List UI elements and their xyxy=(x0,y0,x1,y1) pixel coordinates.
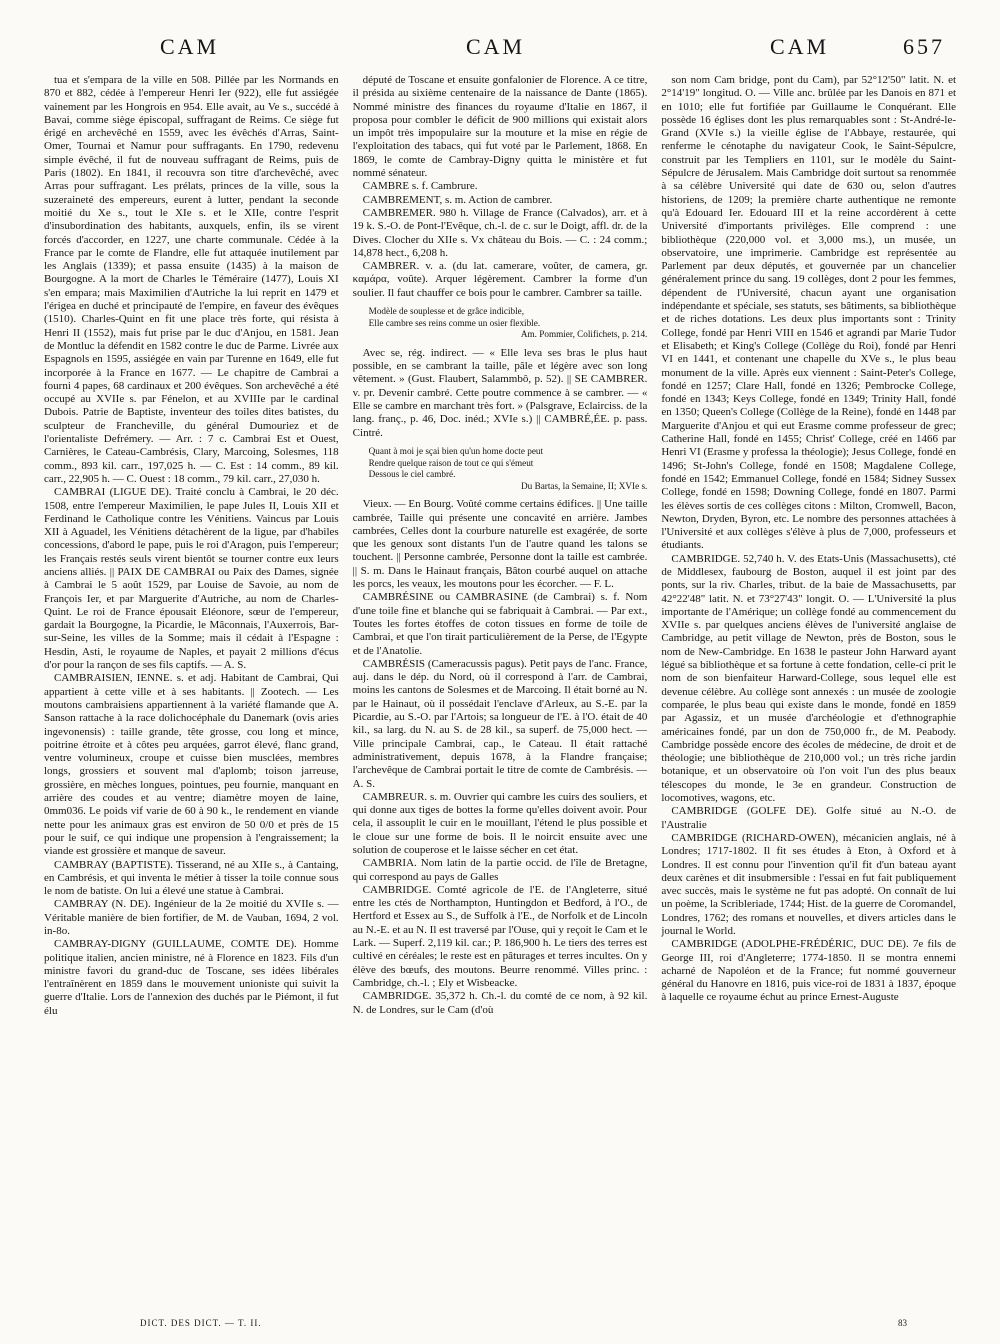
entry-paragraph: CAMBREMER. 980 h. Village de France (Calvados), arr. et à 19 k. S.-O. de Pont-l'Evêque, ch.-l. de c. sur le Doigt, affl. dr. de la Dives. Clocher du XIIe s. Vx château du Bois. — C. : 24 comm.; 14,878 hect., 6,208 h. xyxy=(352,206,648,259)
entry-paragraph: CAMBRAY (N. DE). Ingénieur de la 2e moitié du XVIIe s. — Véritable manière de bien fortifier, de M. de Vauban, 1694, 2 vol. in-8o. xyxy=(44,898,339,937)
column-1 xyxy=(44,74,339,1314)
column-2 xyxy=(353,74,648,1314)
header-left-word: CAM xyxy=(160,34,220,59)
entry-paragraph: CAMBRAI (LIGUE DE). Traité conclu à Cambrai, le 20 déc. 1508, entre l'empereur Maximilien, le pape Jules II, Louis XII et Ferdinand le Catholique contre les Vénitiens. Vaincus par Louis XII à Aguadel, les Vénitiens détachèrent de la ligue, par d'habiles concessions, d'abord le pape, puis le roi d'Aragon, puis l'empereur; les Français restés seuls virent bientôt se tourner contre eux leurs anciens alliés. || PAIX DE CAMBRAI ou Paix des Dames, signée à Cambrai le 5 août 1529, par Louise de Savoie, au nom de François Ier, et par Marguerite d'Autriche, au nom de Charles-Quint. Le roi de France épousait Eléonore, sœur de l'empereur, gardait la Bourgogne, la Picardie, le Mâconnais, l'Auxerrois, Bar-sur-Seine, les villes de la Somme; mais il cédait à l'Espagne : Hesdin, Asti, le royaume de Naples, et payait 2 millions d'écus d'or pour la rançon de ses fils captifs. — A. S. xyxy=(44,486,339,672)
header-center-word: CAM xyxy=(466,34,526,59)
footer-signature: DICT. DES DICT. — T. II. xyxy=(140,1318,262,1328)
entry-paragraph: CAMBRÉSIS (Cameracussis pagus). Petit pays de l'anc. France, auj. dans le dép. du Nord, où il correspond à l'arr. de Cambrai, moins les cantons de Solesmes et de Marcoing. Il était borné au N. par le Hainaut, où il possédait l'enclave d'Arleux, au S.-E. par la Picardie, au S.-O. par l'Artois; sa longueur de l'E. à l'O. était de 40 kil., sa larg. du N. au S. de 28 kil., sa superf. de 75,000 hect. — Ville principale Cambrai, cap., le Cateau. Il était rattaché administrativement, depuis 1678, à la Flandre française; l'archevêque de Cambrai portait le titre de comte de Cambrésis. — A. S. xyxy=(352,657,648,790)
entry-paragraph: CAMBREMENT, s. m. Action de cambrer. xyxy=(362,193,553,206)
quotation-source: Du Bartas, la Semaine, II; XVIe s. xyxy=(521,480,648,491)
text-columns xyxy=(44,74,956,1314)
entry-paragraph: CAMBRIDGE. 52,740 h. V. des Etats-Unis (Massachusetts), cté de Middlesex, faubourg de Boston, auquel il est joint par des ponts, sur la riv. Charles, tribut. de la baie de Massachusetts, par 42°22'48" latit. N. et 73°27'43" longit. O. — L'Université la plus importante de l'Amérique; un collège fondé au commencement du XVIIe s. par quelques anciens élèves de l'université anglaise de Cambridge, au petit village de Newton, près de Boston, sous le nom de New-Cambridge. En 1638 le pasteur John Harward ayant légué sa bibliothèque et sa fortune à cette fondation, celle-ci prit le nom de son bienfaiteur Harward-College, sous lequel elle est devenue célèbre. Au collège sont annexés : un musée de zoologie comparée, le plus beau qui existe dans le monde, fondé en 1859 par Agassiz, et un musée d'archéologie et d'ethnographie américaines fondé, par un don de 750,000 fr., de M. Peabody. Cambridge possède encore des écoles de médecine, de droit et de théologie; une bibliothèque de 210,000 vol.; un très riche jardin botanique, et un observatoire où l'on voit l'un des plus beaux télescopes du monde, le 3e en grandeur. Construction de locomotives, wagons, etc. xyxy=(661,552,957,805)
verse-line: Rendre quelque raison de tout ce qui s'émeut xyxy=(368,457,534,468)
entry-paragraph: CAMBRIDGE (ADOLPHE-FRÉDÉRIC, DUC DE). 7e fils de George III, roi d'Angleterre; 1774-1850. Il se montra ennemi acharné de Napoléon et de la France; fut nommé gouverneur général du Hanovre en 1816, puis vice-roi de 1831 à 1837, époque à laquelle ce royaume échut au prince Ernest-Auguste xyxy=(661,938,957,1004)
verse-line: Elle cambre ses reins comme un osier flexible. xyxy=(368,317,541,328)
verse-line: Modèle de souplesse et de grâce indicible, xyxy=(368,306,525,317)
verse-quotation xyxy=(369,306,648,341)
entry-paragraph: son nom Cam bridge, pont du Cam), par 52°12'50" latit. N. et 2°14'19" longitud. O. — Ville anc. brûlée par les Danois en 871 et en 1010; elle fut fortifiée par Guillaume le Conquérant. Elle possède 16 églises dont les plus remarquables sont : St-André-le-Grand (XVIe s.) la vieille église de l'Abbaye, restaurée, qui renferme le cénotaphe du navigateur Cook, le Saint-Sépulcre, construit par les Templiers en 1101, sur le modèle du Saint-Sépulcre de Jérusalem. Mais Cambridge doit surtout sa renommée à sa célèbre Université qui date de 630 ou, selon d'autres historiens, de 1209; la première charte authentique ne remonte qu'à Edouard Ier. Edouard III et la reine accordèrent à cette Université d'importants privilèges. Elle comprend : une bibliothèque (220,000 vol. et 3,000 ms.), un musée, un observatoire, une imprimerie. Cambridge est représentée au Parlement par deux députés, et gouvernée par un chancelier généralement prince du sang. 19 collèges, dont 2 pour les femmes, dépendent de l'Université, chacun ayant une organisation indépendante et spéciale, ses statuts, ses bâtiments, sa bibliothèque et de riches dotations. Les deux plus importants sont : Trinity College, fondé par Henri VIII en 1546 et agrandi par Marie Tudor et Elisabeth; et King's College (Collège du Roi), fondé par Henri VI en 1441, et contenant une chapelle du XVe s., le plus beau monument de la ville. Après eux viennent : Saint-Peter's College, fondé en 1257; Clare Hall, fondé en 1326; Pembrocke College, fondé en 1343; Keys College, fondé en 1349; Trinity Hall, fondé en 1350; Queen's College (Collège de la Reine), fondé en 1448 par Marguerite d'Anjou et qui eut Erasme comme professeur de grec; Catherine Hall, fondé en 1455; Christ' College, créé en 1466 par Henri VI (Erasme y professa la théologie); Jesus College, fondé en 1496; St-John's College, fondé en 1508; Magdalene College, fondé en 1542; Emmanuel College, fondé en 1584; Sidney Sussex College, fondé en 1598; Downing College, fondé en 1807. Parmi les élèves sortis de ces collèges citons : Milton, Cromwell, Bacon, Newton, Dryden, Byron, etc. Le nombre des personnes attachées à l'Université et aux collèges s'élève à plus de 7,000, professeurs et étudiants. xyxy=(661,74,957,552)
entry-paragraph: CAMBRAISIEN, IENNE. s. et adj. Habitant de Cambrai, Qui appartient à cette ville et à ses habitants. || Zootech. — Les moutons cambraisiens appartiennent à la variété flamande que A. Sanson rattache à la race dolichocéphale du Danemark (ovis aries ingevonensis) : taille grande, tête grosse, cou long et mince, poitrine étroite et à côtes peu arquées, garrot élevé, flanc grand, ventre volumineux, croupe et cuisse bien musclées, membres longs, grossiers et souvent mal d'aplomb; toison jarreuse, grossière, en mèches longues, pointues, peu fournie, manquant en arrière des coudes et au ventre; diamètre moyen de laine, 0mm036. Le poids vif varie de 60 à 90 k., le rendement en viande nette pour les animaux gras est environ de 50 0/0 et près de 15 pour le suif, ce qui indique une propension à l'engraissement; la viande est grossière et manque de saveur. xyxy=(44,672,339,858)
entry-paragraph: CAMBRIDGE (RICHARD-OWEN), mécanicien anglais, né à Londres; 1717-1802. Il fit ses études à Eton, à Oxford et à Londres. Il est connu pour l'invention qu'il fit d'un bateau ayant deux carènes et dit insubmersible : l'essai en fut fait publiquement avec succès, mais le système ne fut pas adopté. On connaît de lui un poème, la Scribleriade, 1744; Hist. de la guerre de Coromandel, Londres, 1762; des romans et nouvelles, et divers articles dans le journal le World. xyxy=(661,831,957,937)
entry-paragraph: CAMBRAY-DIGNY (GUILLAUME, COMTE DE). Homme politique italien, ancien ministre, né à Florence en 1823. Fils d'un ministre favori du grand-duc de Toscane, ses idées libérales l'entraînèrent en 1859 dans le mouvement unioniste qui suivit la guerre d'Italie. Lors de l'annexion des duchés par le Piémont, il fut élu xyxy=(44,938,339,1017)
entry-paragraph: CAMBRIDGE. Comté agricole de l'E. de l'Angleterre, situé entre les ctés de Northampton, Huntingdon et Bedford, à l'O., de Hertford et Essex au S., de Suffolk à l'E., de Norfolk et de Lincoln au N.-E. et au N. Il est traversé par l'Ouse, qui y reçoit le Cam et le Lark. — Superf. 2,119 kil. car.; P. 186,900 h. Le tiers des terres est cultivé en céréales; le reste est en pâturages et terres incultes. On y élève des bœufs, des moutons. Beurre renommé. Villes princ. : Cambridge, ch.-l. ; Ely et Wisbeacke. xyxy=(352,883,648,989)
entry-paragraph: Vieux. — En Bourg. Voûté comme certains édifices. || Une taille cambrée, Taille qui présente une concavité en arrière. Jambes cambrées, Celles dont la courbure naturelle est exagérée, de sorte que les genoux sont distants l'un de l'autre quand les talons se touchent. || Personne cambrée, Personne dont la taille est cambrée. || S. m. Dans le Hainaut français, Bâton courbé auquel on attache les porcs, les veaux, les moutons pour les écorcher. — F. L. xyxy=(352,498,648,591)
column-3 xyxy=(661,74,956,1314)
entry-paragraph: CAMBRER. v. a. (du lat. camerare, voûter, de camera, gr. καμάρα, voûte). Arquer légèrement. Cambrer la forme d'un soulier. Il faut chauffer ce bois pour le cambrer. Cambrer sa taille. xyxy=(352,260,648,299)
entry-paragraph: Avec se, rég. indirect. — « Elle leva ses bras le plus haut possible, en se cambrant la taille, pâle et légère avec son long vêtement. » (Gust. Flaubert, Salammbô, p. 52). || SE CAMBRER. v. pr. Devenir cambré. Cette poutre commence à se cambrer. — « Elle se cambre en marchant très fort. » (Palsgrave, Eclairciss. de la lang. franç., p. 46, Doc. inéd.; XVIe s.) || CAMBRÉ,ÉE. p. pass. Cintré. xyxy=(352,346,648,439)
quotation-source: Am. Pommier, Colifichets, p. 214. xyxy=(520,329,648,340)
entry-paragraph: député de Toscane et ensuite gonfalonier de Florence. A ce titre, il présida au sixième centenaire de la naissance de Dante (1865). Nommé ministre des finances du royaume d'Italie en 1867, il proposa pour combler le déficit de 900 millions qui existait alors un impôt très impopulaire sur la mouture et la mise en régie de l'exploitation des tabacs, qui fut voté par le Parlement, 1868. En 1869, le comte de Cambray-Digny quitta le ministère et fut nommé sénateur. xyxy=(352,74,648,180)
entry-paragraph: tua et s'empara de la ville en 508. Pillée par les Normands en 870 et 882, cédée à l'empereur Henri Ier (922), elle fut assiégée vainement par les Hongrois en 954. Elle avait, au Ve s., succédé à Bavai, comme siège épiscopal, suffragant de Reims. Ce siège fut érigé en archevêché en 1559, avec les évêchés d'Arras, Saint-Omer, Tournai et Namur pour suffragants. En 1790, redevenu simple évêché, il fut de nouveau suffragant de Reims, puis de Paris (1802). En 1841, il recouvra son titre d'archevêché, avec Arras pour suffragant. Les prélats, princes de la ville, sous la suzeraineté des empereurs, eurent à lutter, pendant la seconde moitié du Xe s., tout le XIe s. et le XIIe, contre l'esprit d'insubordination des habitants, auxquels, enfin, ils se virent forcés d'accorder, en 1227, une charte communale. Cédée à la France par le comte de Flandre, elle fut attaquée inutilement par les Anglais (1339); et passa ensuite (1435) à la maison de Bourgogne. A la mort de Charles le Téméraire (1477), Louis XI s'en empara; mais Maximilien d'Autriche la lui reprit en 1479 et l'érigea en duché et principauté de l'empire, en faveur des évêques (1510). Charles-Quint en fit une place très forte, qui résista à Henri II (1552), mais fut prise par le duc d'Anjou, en 1581. Jean de Montluc la défendit en 1582 contre le duc de Parme. Livrée aux Espagnols en 1595, assiégée en vain par Turenne en 1649, elle fut incorporée à la France en 1677. — Le chapitre de Cambrai a fourni 4 papes, 68 cardinaux et 200 évêques. Son archevêché a été occupé au XVIIe s. par Fénelon, et au XVIIIe par le cardinal Dubois. Patrie de Baptiste, inventeur des toiles dites batistes, du sculpteur de Francheville, du général Dumouriez et de l'orientaliste Defrémery. — Arr. : 7 c. Cambrai Est et Ouest, Carnières, le Cateau-Cambrésis, Clary, Marcoing, Solesmes, 118 comm., 893 kil. carr., 197,025 h. — C. Est : 14 comm., 89 kil. carr., 22,905 h. — C. Ouest : 18 comm., 79 kil. carr., 27,030 h. xyxy=(44,74,339,485)
verse-line: Quant à moi je sçai bien qu'un home docte peut xyxy=(368,445,544,456)
entry-paragraph: CAMBRÉSINE ou CAMBRASINE (de Cambrai) s. f. Nom d'une toile fine et blanche qui se fabriquait à Cambrai. — Par ext., Toutes les fortes étoffes de coton tissues en forme de toile de Cambrai, et que l'on tirait particulièrement de la Perse, de l'Egypte et de l'Anatolie. xyxy=(352,591,648,657)
entry-paragraph: CAMBRIDGE. 35,372 h. Ch.-l. du comté de ce nom, à 92 kil. N. de Londres, sur le Cam (d'où xyxy=(352,990,648,1016)
footer-sheet-number: 83 xyxy=(898,1318,907,1328)
verse-quotation xyxy=(369,446,648,492)
entry-paragraph: CAMBREUR. s. m. Ouvrier qui cambre les cuirs des souliers, et qui donne aux tiges de bottes la forme qu'elles doivent avoir. Pour cela, il assouplit le cuir en le mouillant, l'étend le plus possible et le cloue sur une forme de bois. Il le noircit ensuite avec une solution de couperose et le laisse sécher en cet état. xyxy=(352,790,648,856)
entry-paragraph: CAMBRE s. f. Cambrure. xyxy=(362,180,478,193)
entry-paragraph: CAMBRIDGE (GOLFE DE). Golfe situé au N.-O. de l'Australie xyxy=(661,805,957,831)
header-right-word: CAM xyxy=(770,34,830,59)
entry-paragraph: CAMBRAY (BAPTISTE). Tisserand, né au XIIe s., à Cantaing, en Cambrésis, et qui inventa le métier à tisser la toile connue sous le nom de batiste. On lui a élevé une statue à Cambrai. xyxy=(44,858,339,898)
entry-paragraph: CAMBRIA. Nom latin de la partie occid. de l'île de Bretagne, qui correspond au pays de Galles xyxy=(352,857,648,883)
verse-line: Dessous le ciel cambré. xyxy=(368,469,456,480)
running-header xyxy=(0,34,1000,64)
page-number: 657 xyxy=(903,34,945,59)
